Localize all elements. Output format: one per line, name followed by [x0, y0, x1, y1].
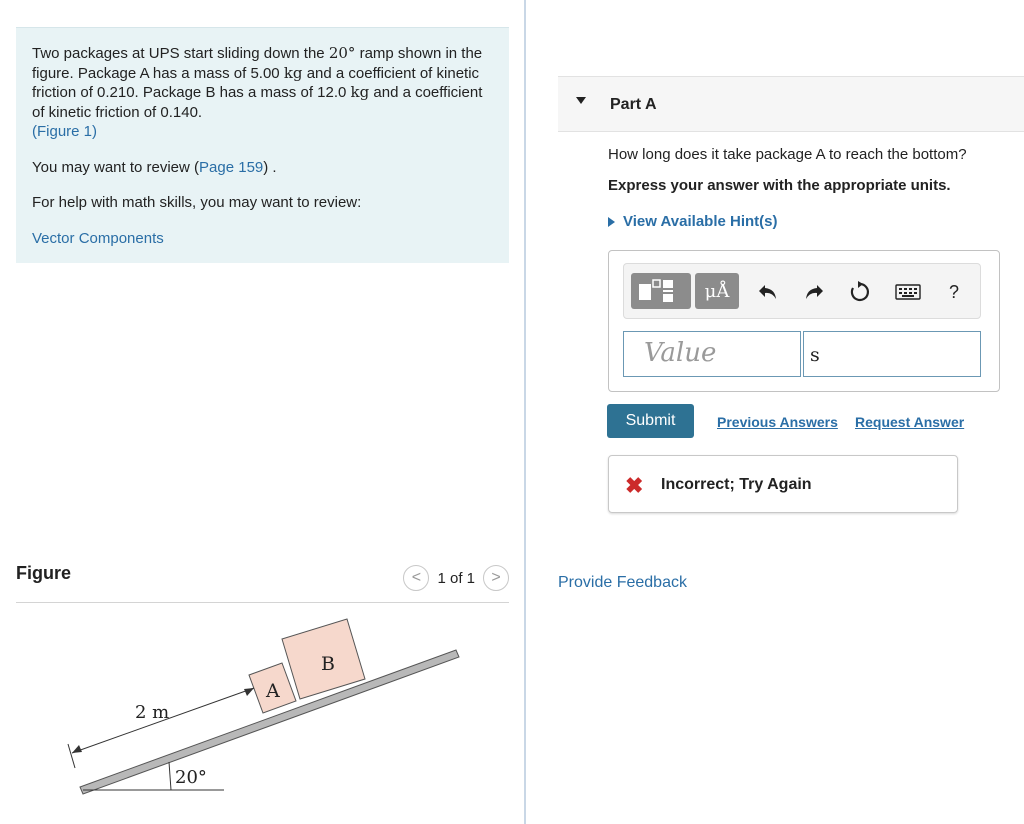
- tick-mark: [68, 744, 75, 768]
- units-input[interactable]: s: [803, 331, 981, 377]
- arrowhead-icon: [72, 745, 82, 753]
- ramp-figure: [16, 604, 509, 804]
- request-answer-link[interactable]: Request Answer: [855, 414, 965, 430]
- package-a-label: A: [266, 680, 280, 702]
- pager-text: 1 of 1: [437, 569, 475, 587]
- chevron-left-icon: <: [411, 569, 422, 586]
- provide-feedback-link[interactable]: Provide Feedback: [558, 574, 687, 591]
- units-button-label: μÅ: [704, 280, 730, 302]
- keyboard-icon[interactable]: [894, 280, 922, 304]
- part-title: Part A: [610, 96, 657, 113]
- figure-header: [16, 560, 509, 603]
- caret-down-icon: [576, 97, 586, 104]
- distance-label: 2 m: [135, 702, 170, 723]
- angle-arc: [169, 762, 171, 790]
- package-b-label: B: [321, 653, 335, 675]
- instructions-text: Express your answer with the appropriate units.: [608, 177, 951, 194]
- problem-statement: [16, 27, 509, 263]
- vector-components-link[interactable]: Vector Components: [32, 229, 164, 247]
- prev-figure-button[interactable]: [403, 565, 429, 591]
- redo-icon[interactable]: [802, 280, 826, 304]
- page-link[interactable]: Page 159: [199, 158, 264, 176]
- units-button[interactable]: [695, 273, 739, 309]
- review-text: You may want to review (Page 159) .: [32, 158, 277, 176]
- answer-box: [608, 250, 1000, 392]
- templates-icon: [635, 278, 687, 304]
- value-input[interactable]: Value: [623, 331, 801, 377]
- error-x-icon: ✖: [625, 473, 644, 498]
- chevron-right-icon: >: [491, 569, 501, 586]
- figure-title: Figure: [16, 563, 72, 583]
- caret-right-icon: [608, 217, 615, 227]
- angle-label: 20°: [175, 767, 207, 788]
- figure-pager: [403, 565, 509, 591]
- view-hints-label: View Available Hint(s): [623, 213, 778, 230]
- answer-toolbar: [623, 263, 981, 319]
- question-text: How long does it take package A to reach the bottom?: [608, 146, 967, 163]
- submit-button[interactable]: Submit: [607, 404, 694, 438]
- figure-link[interactable]: (Figure 1): [32, 123, 98, 140]
- view-hints-link[interactable]: [608, 213, 778, 230]
- templates-button[interactable]: [631, 273, 691, 309]
- help-icon[interactable]: ?: [948, 281, 959, 302]
- next-figure-button[interactable]: [483, 565, 509, 591]
- problem-text: Two packages at UPS start sliding down the 20° ramp shown in the figure. Package A has a mass of 5.00 kg and a coefficient of kinetic friction of 0.210. Package B has a mass of 12.0 kg and a coefficient of kinetic friction of 0.140.: [32, 44, 483, 121]
- undo-icon[interactable]: [756, 280, 780, 304]
- feedback-box: [608, 455, 958, 513]
- previous-answers-link[interactable]: Previous Answers: [717, 414, 838, 430]
- arrowhead-icon: [244, 688, 254, 696]
- feedback-text: Incorrect; Try Again: [661, 476, 812, 493]
- part-a-header[interactable]: [558, 76, 1024, 132]
- right-panel: [526, 0, 1024, 824]
- math-help-text: For help with math skills, you may want to review:: [32, 194, 362, 211]
- reset-icon[interactable]: [848, 280, 872, 304]
